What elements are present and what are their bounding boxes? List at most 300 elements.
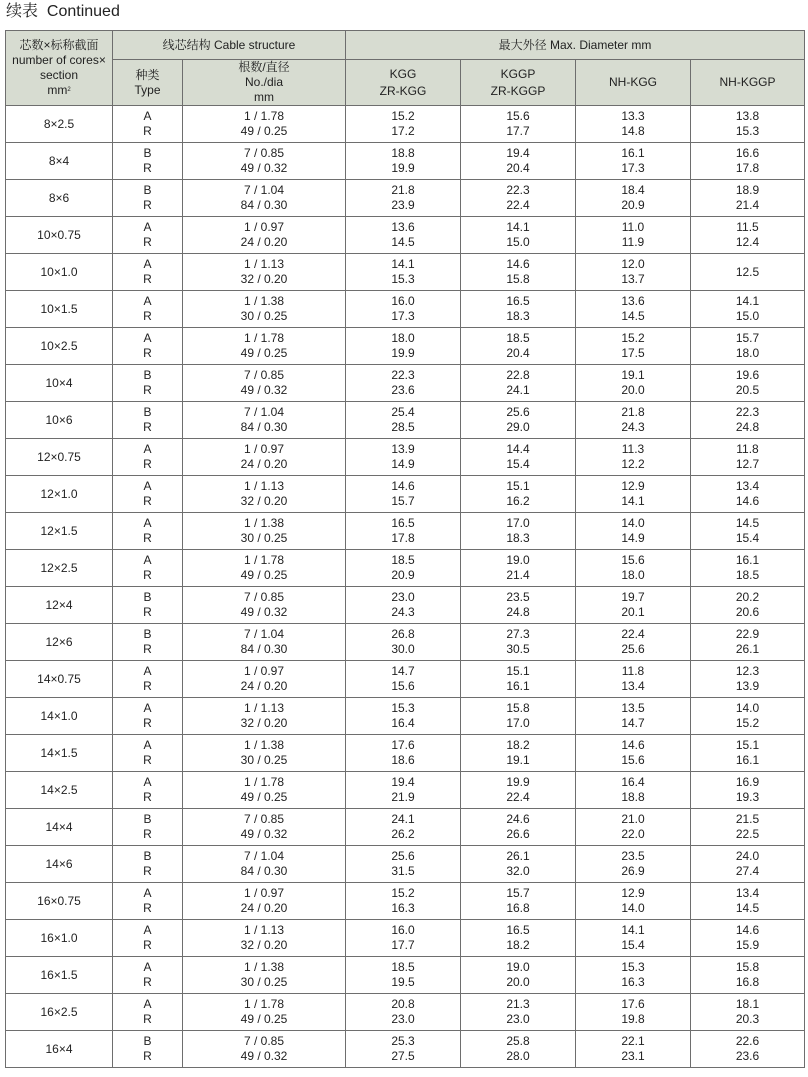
cell-kggp-value: 16.1 <box>506 679 530 693</box>
cell-nh-kggp <box>691 772 805 809</box>
cell-nh-kggp-value: 15.0 <box>735 309 760 323</box>
cell-type <box>113 328 183 365</box>
cell-no-dia-value: 1 / 1.38 <box>243 738 285 752</box>
cell-kggp-value: 14.6 <box>506 257 530 271</box>
cell-nh-kgg-value: 13.5 <box>621 701 645 715</box>
table-row <box>6 550 805 587</box>
table-row <box>6 180 805 217</box>
cell-no-dia-value: 49 / 0.32 <box>240 161 288 175</box>
cell-kggp <box>461 365 576 402</box>
cell-nh-kggp-value: 20.2 <box>735 590 760 604</box>
cell-kgg-value: 18.8 <box>391 146 415 160</box>
cell-kgg <box>346 920 461 957</box>
cell-type-value: A <box>143 775 152 789</box>
cell-no-dia-value: 24 / 0.20 <box>240 235 288 249</box>
cell-no-dia-value: 7 / 0.85 <box>243 590 285 604</box>
cell-type <box>113 180 183 217</box>
cell-type-value: R <box>143 753 152 767</box>
cell-kggp-value: 21.4 <box>506 568 530 582</box>
cell-kggp-value: 20.4 <box>506 346 530 360</box>
cell-type <box>113 513 183 550</box>
cell-kgg-value: 27.5 <box>391 1049 415 1063</box>
cell-nh-kggp-value: 14.5 <box>735 516 760 530</box>
cell-kgg-value: 24.3 <box>391 605 415 619</box>
header-kggp-line: ZR-KGGP <box>490 83 546 98</box>
cell-spec: 12×1.5 <box>6 513 113 550</box>
cell-kgg-value: 19.4 <box>391 775 415 789</box>
cell-no-dia-value: 7 / 0.85 <box>243 1034 285 1048</box>
cell-kgg-value: 18.5 <box>391 960 415 974</box>
cell-spec: 14×1.0 <box>6 698 113 735</box>
cell-kggp <box>461 402 576 439</box>
cell-kgg <box>346 402 461 439</box>
cell-nh-kgg-value: 25.6 <box>621 642 645 656</box>
cell-type <box>113 698 183 735</box>
cell-nh-kggp-value: 24.8 <box>735 420 760 434</box>
cell-kgg-value: 22.3 <box>391 368 415 382</box>
cell-no-dia-value: 84 / 0.30 <box>240 420 288 434</box>
cell-no-dia <box>183 920 346 957</box>
cell-no-dia <box>183 624 346 661</box>
cell-spec: 10×6 <box>6 402 113 439</box>
cell-nh-kgg <box>576 957 691 994</box>
cell-kggp-value: 22.8 <box>506 368 530 382</box>
cell-kggp <box>461 106 576 143</box>
cell-kggp <box>461 624 576 661</box>
cell-kgg-value: 31.5 <box>391 864 415 878</box>
cell-kggp-value: 18.2 <box>506 738 530 752</box>
cell-no-dia <box>183 846 346 883</box>
table-row <box>6 661 805 698</box>
cell-no-dia-value: 24 / 0.20 <box>240 679 288 693</box>
cell-type <box>113 587 183 624</box>
cell-kgg-value: 14.6 <box>391 479 415 493</box>
cell-nh-kggp-value: 14.5 <box>735 901 760 915</box>
cell-kggp <box>461 587 576 624</box>
cell-nh-kgg-value: 21.8 <box>621 405 645 419</box>
cell-kggp <box>461 735 576 772</box>
cell-spec: 12×0.75 <box>6 439 113 476</box>
cell-nh-kggp <box>691 698 805 735</box>
cell-no-dia-value: 32 / 0.20 <box>240 716 288 730</box>
header-no-dia-line: 根数/直径 <box>238 60 290 74</box>
cell-kgg <box>346 846 461 883</box>
cell-spec: 10×1.5 <box>6 291 113 328</box>
cell-kgg <box>346 254 461 291</box>
header-cores-section-line: number of cores× <box>12 53 106 67</box>
cell-nh-kgg-value: 13.4 <box>621 679 645 693</box>
table-row <box>6 106 805 143</box>
cell-kgg-value: 25.6 <box>391 849 415 863</box>
header-cores-section-unit <box>6 83 112 98</box>
cell-kgg-value: 17.8 <box>391 531 415 545</box>
cell-nh-kggp <box>691 180 805 217</box>
cell-kgg-value: 15.2 <box>391 109 415 123</box>
cell-nh-kgg-value: 15.6 <box>621 753 645 767</box>
table-row <box>6 624 805 661</box>
cell-kggp-value: 27.3 <box>506 627 530 641</box>
cell-kggp <box>461 513 576 550</box>
cell-nh-kggp-value: 18.0 <box>735 346 760 360</box>
cell-nh-kgg <box>576 328 691 365</box>
cell-nh-kgg-value: 19.1 <box>621 368 645 382</box>
cell-kggp-value: 21.3 <box>506 997 530 1011</box>
cell-no-dia-value: 30 / 0.25 <box>240 309 288 323</box>
cell-nh-kgg-value: 15.2 <box>621 331 645 345</box>
cell-kggp-value: 15.0 <box>506 235 530 249</box>
cell-nh-kggp <box>691 883 805 920</box>
cell-kgg-value: 14.1 <box>391 257 415 271</box>
cell-nh-kggp <box>691 328 805 365</box>
cell-nh-kggp-value: 19.3 <box>735 790 760 804</box>
cell-no-dia-value: 7 / 0.85 <box>243 812 285 826</box>
cell-kggp-value: 15.1 <box>506 664 530 678</box>
cell-kggp <box>461 328 576 365</box>
cell-kggp <box>461 920 576 957</box>
cell-nh-kggp <box>691 550 805 587</box>
cell-type <box>113 476 183 513</box>
cell-type-value: B <box>143 368 152 382</box>
cell-kgg-value: 14.7 <box>391 664 415 678</box>
cell-type <box>113 106 183 143</box>
cell-type-value: R <box>143 346 152 360</box>
cell-no-dia <box>183 661 346 698</box>
cell-nh-kggp-value: 18.1 <box>735 997 760 1011</box>
cell-no-dia-value: 49 / 0.25 <box>240 124 288 138</box>
cell-no-dia-value: 24 / 0.20 <box>240 901 288 915</box>
cell-no-dia-value: 7 / 1.04 <box>243 405 285 419</box>
cell-no-dia-value: 7 / 1.04 <box>243 849 285 863</box>
table-row <box>6 846 805 883</box>
cell-kgg <box>346 587 461 624</box>
cell-kgg <box>346 772 461 809</box>
cell-type-value: R <box>143 235 152 249</box>
cell-nh-kgg-value: 19.8 <box>621 1012 645 1026</box>
cell-no-dia-value: 49 / 0.25 <box>240 790 288 804</box>
cell-kggp-value: 15.8 <box>506 272 530 286</box>
table-row <box>6 698 805 735</box>
cell-type-value: R <box>143 309 152 323</box>
cell-nh-kgg-value: 11.9 <box>621 235 645 249</box>
cell-nh-kggp <box>691 957 805 994</box>
cell-kgg <box>346 994 461 1031</box>
cell-no-dia-value: 1 / 1.38 <box>243 516 285 530</box>
cell-type-value: R <box>143 938 152 952</box>
cell-kgg-value: 19.9 <box>391 346 415 360</box>
cell-type <box>113 550 183 587</box>
cell-type <box>113 957 183 994</box>
cell-nh-kggp-value: 13.4 <box>735 479 760 493</box>
cell-kggp-value: 14.4 <box>506 442 530 456</box>
cell-no-dia-value: 32 / 0.20 <box>240 494 288 508</box>
cell-no-dia-value: 49 / 0.32 <box>240 383 288 397</box>
cell-type-value: R <box>143 901 152 915</box>
cell-nh-kggp <box>691 846 805 883</box>
cell-kgg <box>346 883 461 920</box>
cell-type-value: R <box>143 568 152 582</box>
cell-kgg-value: 16.5 <box>391 516 415 530</box>
cell-nh-kgg-value: 14.1 <box>621 923 645 937</box>
header-kgg <box>346 60 461 106</box>
header-cores-section-line: 芯数×标称截面 <box>19 38 99 52</box>
cell-nh-kgg-value: 23.5 <box>621 849 645 863</box>
cell-type-value: A <box>143 664 152 678</box>
cell-nh-kggp-value: 16.9 <box>735 775 760 789</box>
cell-nh-kgg-value: 19.7 <box>621 590 645 604</box>
cell-kggp <box>461 994 576 1031</box>
cell-no-dia <box>183 698 346 735</box>
cell-nh-kgg <box>576 106 691 143</box>
cell-nh-kgg-value: 14.8 <box>621 124 645 138</box>
cell-type-value: R <box>143 420 152 434</box>
table-row <box>6 402 805 439</box>
cell-nh-kgg <box>576 846 691 883</box>
cell-kggp-value: 17.0 <box>506 516 530 530</box>
cell-kgg-value: 23.0 <box>391 590 415 604</box>
cell-no-dia-value: 49 / 0.25 <box>240 1012 288 1026</box>
cell-no-dia-value: 7 / 1.04 <box>243 183 285 197</box>
cell-type-value: R <box>143 198 152 212</box>
cell-kggp-value: 25.8 <box>506 1034 530 1048</box>
cell-kggp-value: 23.0 <box>506 1012 530 1026</box>
unit-text: mm <box>47 83 68 97</box>
table-row <box>6 1031 805 1068</box>
cell-kgg <box>346 624 461 661</box>
cell-type-value: B <box>143 183 152 197</box>
table-body <box>6 106 805 1068</box>
cell-type-value: R <box>143 457 152 471</box>
cell-nh-kgg <box>576 513 691 550</box>
cell-type <box>113 661 183 698</box>
cell-nh-kgg-value: 13.6 <box>621 294 645 308</box>
cell-kgg-value: 16.0 <box>391 294 415 308</box>
cell-kggp <box>461 217 576 254</box>
header-type-line: Type <box>134 82 161 97</box>
cell-nh-kgg-value: 14.0 <box>621 516 645 530</box>
cell-nh-kggp-value: 18.5 <box>735 568 760 582</box>
cell-type-value: A <box>143 331 152 345</box>
table-row <box>6 328 805 365</box>
cell-no-dia <box>183 513 346 550</box>
table-row <box>6 883 805 920</box>
cell-kgg-value: 15.7 <box>391 494 415 508</box>
cell-nh-kgg <box>576 476 691 513</box>
header-kgg-line: ZR-KGG <box>379 83 427 98</box>
cell-no-dia-value: 1 / 1.78 <box>243 109 285 123</box>
cell-nh-kgg-value: 15.3 <box>621 960 645 974</box>
cell-nh-kggp-value: 15.8 <box>735 960 760 974</box>
cell-no-dia-value: 84 / 0.30 <box>240 864 288 878</box>
cell-type-value: R <box>143 1049 152 1063</box>
cell-kgg <box>346 513 461 550</box>
cell-kgg-value: 18.6 <box>391 753 415 767</box>
cell-nh-kggp-value: 15.3 <box>735 124 760 138</box>
cell-spec: 8×6 <box>6 180 113 217</box>
cell-nh-kgg-value: 12.0 <box>621 257 645 271</box>
cell-kgg <box>346 476 461 513</box>
cell-kggp-value: 24.6 <box>506 812 530 826</box>
cell-kgg-value: 13.9 <box>391 442 415 456</box>
cell-nh-kgg <box>576 920 691 957</box>
cell-nh-kggp-value: 18.9 <box>735 183 760 197</box>
cell-nh-kggp <box>691 994 805 1031</box>
cell-no-dia-value: 1 / 1.78 <box>243 775 285 789</box>
cell-type <box>113 809 183 846</box>
cell-nh-kgg <box>576 365 691 402</box>
cell-nh-kggp-value: 22.9 <box>735 627 760 641</box>
cell-spec: 16×2.5 <box>6 994 113 1031</box>
cell-nh-kggp-value: 12.7 <box>735 457 760 471</box>
cell-no-dia-value: 1 / 1.13 <box>243 701 285 715</box>
table-row <box>6 365 805 402</box>
cell-spec: 14×4 <box>6 809 113 846</box>
cell-no-dia <box>183 143 346 180</box>
cell-kggp-value: 19.0 <box>506 960 530 974</box>
cell-kgg-value: 17.6 <box>391 738 415 752</box>
cell-nh-kggp-value: 14.6 <box>735 923 760 937</box>
cell-nh-kgg-value: 14.9 <box>621 531 645 545</box>
cell-type-value: R <box>143 642 152 656</box>
cell-kgg-value: 25.4 <box>391 405 415 419</box>
cell-no-dia <box>183 772 346 809</box>
cell-nh-kggp-value: 12.3 <box>735 664 760 678</box>
cell-kggp-value: 19.9 <box>506 775 530 789</box>
cell-nh-kgg <box>576 180 691 217</box>
cell-nh-kggp-value: 11.5 <box>736 220 759 234</box>
cell-nh-kggp <box>691 920 805 957</box>
cell-nh-kggp-value: 12.5 <box>735 264 760 279</box>
cell-kggp-value: 15.4 <box>506 457 530 471</box>
cell-nh-kggp <box>691 143 805 180</box>
cell-type-value: A <box>143 442 152 456</box>
cell-nh-kgg-value: 14.5 <box>621 309 645 323</box>
cell-nh-kggp-value: 17.8 <box>735 161 760 175</box>
cell-spec: 16×1.0 <box>6 920 113 957</box>
cell-kggp-value: 17.0 <box>506 716 530 730</box>
cell-kgg <box>346 291 461 328</box>
table-row <box>6 735 805 772</box>
cell-no-dia <box>183 328 346 365</box>
cell-no-dia <box>183 809 346 846</box>
cell-kggp-value: 17.7 <box>506 124 530 138</box>
cell-nh-kgg <box>576 883 691 920</box>
cell-kgg-value: 26.8 <box>391 627 415 641</box>
cell-kgg <box>346 550 461 587</box>
cell-kggp-value: 20.0 <box>506 975 530 989</box>
cell-nh-kgg <box>576 772 691 809</box>
cell-kggp-value: 32.0 <box>506 864 530 878</box>
cell-kggp <box>461 883 576 920</box>
table-row <box>6 957 805 994</box>
cell-kgg-value: 20.8 <box>391 997 415 1011</box>
cell-nh-kggp <box>691 735 805 772</box>
cell-nh-kgg <box>576 217 691 254</box>
cell-nh-kggp-value: 22.6 <box>735 1034 760 1048</box>
cell-kgg-value: 25.3 <box>391 1034 415 1048</box>
cell-spec: 14×0.75 <box>6 661 113 698</box>
cell-type <box>113 291 183 328</box>
cell-nh-kggp-value: 23.6 <box>735 1049 760 1063</box>
cell-nh-kgg <box>576 439 691 476</box>
cell-kggp-value: 18.3 <box>506 309 530 323</box>
cell-kgg-value: 21.8 <box>391 183 415 197</box>
cell-nh-kgg-value: 15.6 <box>621 553 645 567</box>
cell-kgg <box>346 698 461 735</box>
cell-nh-kggp-value: 11.8 <box>736 442 759 456</box>
cell-no-dia <box>183 957 346 994</box>
cell-kgg <box>346 957 461 994</box>
header-cores-section-line: section <box>39 68 79 82</box>
header-kggp-line: KGGP <box>500 66 536 81</box>
cell-no-dia-value: 1 / 0.97 <box>243 220 285 234</box>
cell-kggp-value: 19.0 <box>506 553 530 567</box>
cell-no-dia <box>183 587 346 624</box>
cell-no-dia <box>183 550 346 587</box>
cell-kggp <box>461 1031 576 1068</box>
table-row <box>6 476 805 513</box>
cell-type-value: A <box>143 553 152 567</box>
cell-nh-kggp <box>691 217 805 254</box>
cell-nh-kggp-value: 14.1 <box>735 294 760 308</box>
cell-type <box>113 883 183 920</box>
cell-nh-kgg <box>576 254 691 291</box>
cell-spec: 12×6 <box>6 624 113 661</box>
cell-nh-kgg-value: 18.8 <box>621 790 645 804</box>
cell-type-value: A <box>143 923 152 937</box>
cell-kgg <box>346 217 461 254</box>
cell-spec: 10×1.0 <box>6 254 113 291</box>
cell-nh-kgg <box>576 624 691 661</box>
cell-no-dia-value: 49 / 0.25 <box>240 346 288 360</box>
cell-no-dia-value: 49 / 0.25 <box>240 568 288 582</box>
cell-nh-kggp-value: 13.9 <box>735 679 760 693</box>
cell-type-value: A <box>143 886 152 900</box>
cell-type <box>113 1031 183 1068</box>
header-cores-section <box>6 31 113 106</box>
cell-no-dia-value: 7 / 0.85 <box>243 146 285 160</box>
cell-no-dia <box>183 402 346 439</box>
cell-kggp-value: 20.4 <box>506 161 530 175</box>
cell-kggp-value: 26.6 <box>506 827 530 841</box>
cell-no-dia <box>183 735 346 772</box>
cell-nh-kgg-value: 21.0 <box>621 812 645 826</box>
cell-nh-kgg <box>576 698 691 735</box>
cell-kggp-value: 30.5 <box>506 642 530 656</box>
cell-kggp-value: 15.8 <box>506 701 530 715</box>
cell-type-value: R <box>143 124 152 138</box>
cell-spec: 16×1.5 <box>6 957 113 994</box>
cell-kgg-value: 17.7 <box>391 938 415 952</box>
cell-spec: 14×6 <box>6 846 113 883</box>
cell-kggp-value: 16.8 <box>506 901 530 915</box>
cell-nh-kgg-value: 14.7 <box>621 716 645 730</box>
cell-type <box>113 217 183 254</box>
cell-type-value: R <box>143 383 152 397</box>
cell-kgg-value: 24.1 <box>391 812 415 826</box>
cell-type <box>113 624 183 661</box>
table-row <box>6 439 805 476</box>
cell-kggp <box>461 957 576 994</box>
cell-no-dia <box>183 365 346 402</box>
cell-nh-kgg-value: 22.4 <box>621 627 645 641</box>
cell-nh-kgg-value: 12.2 <box>621 457 645 471</box>
cell-nh-kgg <box>576 402 691 439</box>
cell-kgg-value: 19.9 <box>391 161 415 175</box>
cell-no-dia <box>183 291 346 328</box>
cell-spec: 14×2.5 <box>6 772 113 809</box>
cell-nh-kgg <box>576 735 691 772</box>
cell-kggp-value: 16.2 <box>506 494 530 508</box>
